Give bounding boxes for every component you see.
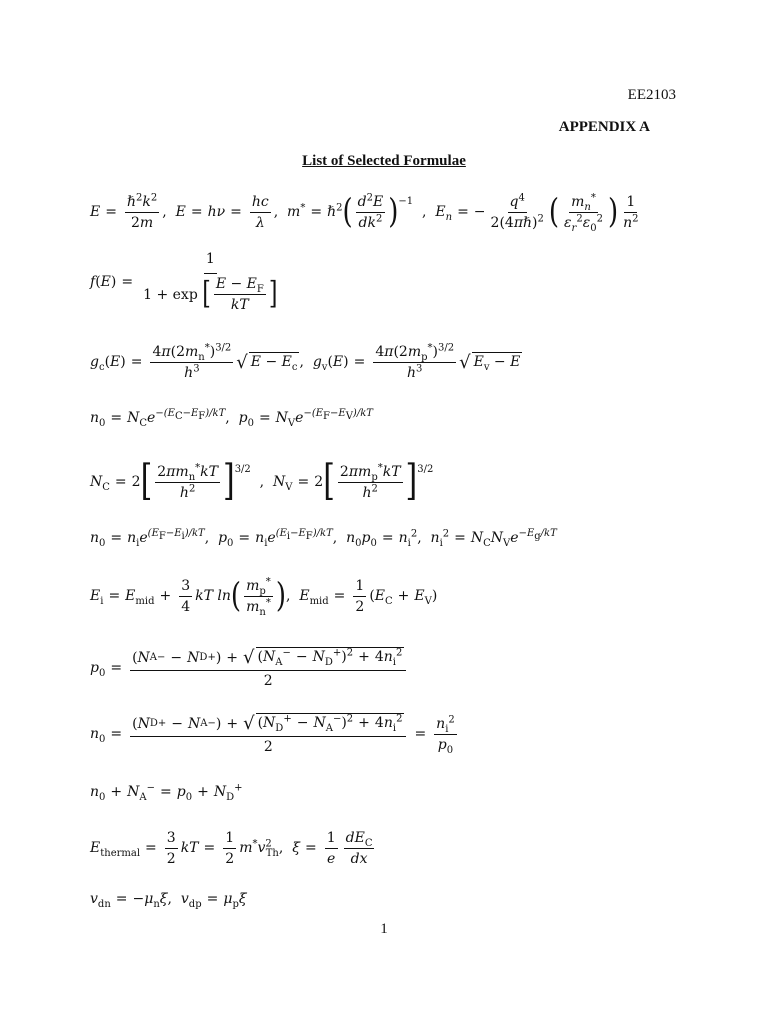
equation-carrier-concentration: $n_0$ = $N_Ce^{-(E_C-E_F)/kT}$ , $p_0$ = $N_Ve^{-(E_F-E_V)/kT}$	[90, 408, 373, 429]
equation-energy-relations: E = $\frac{\hbar^2k^2}{2m}$ , E = hν = $\frac{hc}{\lambda}$ , m* = ℏ$^2$ ( $\frac{d^2E}{dk^2}$ ) $^{-1}$ , $E_n$ = − $\frac{q^4}{2(4\pi\hbar)^2}$ ( $\frac{m_n^*}{\varepsilon_r^2\varepsilon_0^2}$ ) $\frac{1}{n^2}$	[90, 191, 639, 234]
equation-intrinsic-relations: $n_0$ = $n_ie^{(E_F-E_i)/kT}$ , $p_0$ = $n_ie^{(E_i-E_F)/kT}$ , $n_0p_0$ = $n_i^2$ , $n_i^2$ = $N_CN_Ve^{-E_g/kT}$	[90, 528, 557, 549]
equation-charge-neutrality: $n_0$ + $N_A^-$ = $p_0$ + $N_D^+$	[90, 782, 243, 803]
equation-fermi-dirac: f ( E ) = 1 1 + exp [ $\frac{E - E_F}{kT}$ ]	[90, 251, 278, 313]
equation-density-of-states: $g_c$ ( E ) = $\frac{4\pi(2m_n^*)^{3/2}}{h^3}$ √ $E - E_c$ , $g_v$ ( E ) = $\frac{4\pi(2m_p^*)^{3/2}}{h^3}$ √ $E_v - E$	[90, 341, 521, 381]
page-number: 1	[380, 921, 388, 937]
equation-hole-concentration: $p_0$ = ( N A − − N D + ) + √ $(N_A^- - N_D^+)^2 + 4n_i^2$ 2	[90, 648, 409, 688]
equation-electron-concentration: $n_0$ = ( N D + − N A − ) + √ $(N_D^+ - N_A^-)^2 + 4n_i^2$ 2 = $\frac{n_i^2}{p_0}$	[90, 713, 455, 756]
equation-intrinsic-level: $E_i$ = $E_{mid}$ + $\frac{3}{4}$ kT ln ( $\frac{m_p^*}{m_n^*}$ ) , $E_{mid}$ = $\frac{1}{2}$ ( $E_C$ + $E_V$ )	[90, 575, 438, 618]
equation-effective-density: $N_C$ = 2 [ $\frac{2\pi m_n^*kT}{h^2}$ ] $^{3/2}$ , $N_V$ = 2 [ $\frac{2\pi m_p^*kT}{h^2}$ ] $^{3/2}$	[90, 456, 434, 506]
list-title: List of Selected Formulae	[302, 153, 466, 169]
equation-drift-velocity: $v_{dn}$ = − $\mu_n\xi$ , $v_{dp}$ = $\mu_p\xi$	[90, 891, 247, 910]
course-code: EE2103	[627, 87, 676, 103]
appendix-title: APPENDIX A	[558, 119, 650, 135]
equation-thermal-energy: $E_{thermal}$ = $\frac{3}{2}$ kT = $\frac{1}{2}$ $m^*v^2_{Th}$ , ξ = $\frac{1}{e}$ $\frac{dE_C}{dx}$	[90, 829, 373, 867]
